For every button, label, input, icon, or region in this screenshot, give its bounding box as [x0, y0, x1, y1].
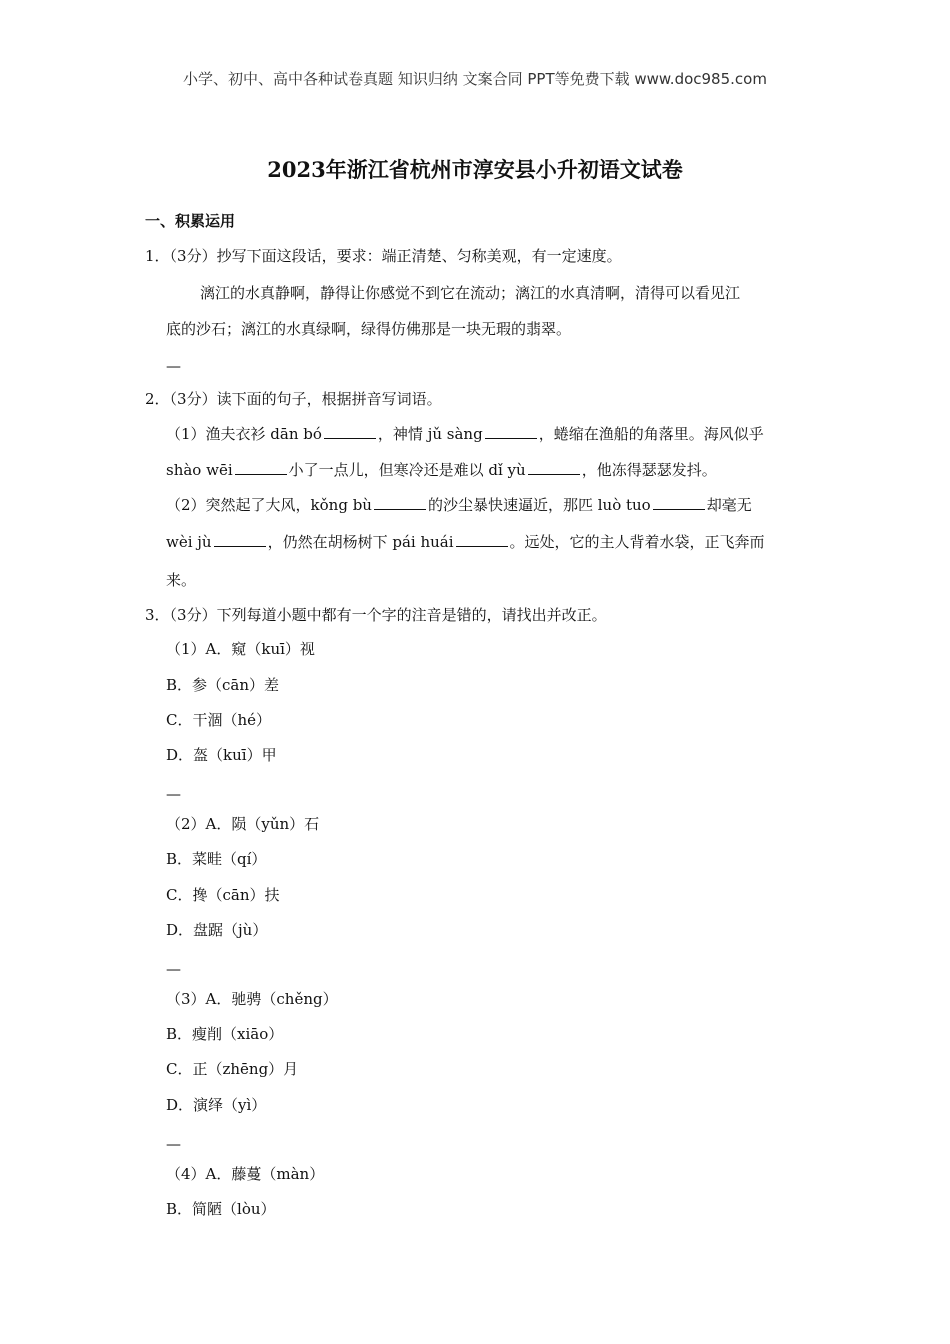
section-heading: 一、积累运用: [145, 212, 236, 230]
q2-s1-text-a: （1）渔夫衣衫 dān bó: [166, 425, 322, 443]
q2-s1-text-c: ，蜷缩在渔船的角落里。海风似乎: [538, 425, 764, 443]
q3-g2-option-c: C．搀（cān）扶: [166, 886, 280, 904]
page-header: 小学、初中、高中各种试卷真题 知识归纳 文案合同 PPT等免费下载 www.doc985.com: [183, 70, 767, 88]
q2-s2-text-c: 却毫无: [706, 496, 752, 514]
q1-passage-line2: 底的沙石；漓江的水真绿啊，绿得仿佛那是一块无瑕的翡翠。: [166, 320, 572, 338]
q3-g2-option-a: （2）A．陨（yǔn）石: [166, 815, 320, 833]
q2-s2-text-b: 的沙尘暴快速逼近，那匹 luò tuo: [427, 496, 651, 514]
q3-g3-option-c: C．正（zhēng）月: [166, 1060, 299, 1078]
q2-s1-text-d: shào wēi: [166, 461, 233, 479]
blank-danbo[interactable]: [324, 426, 376, 439]
blank-shaowei[interactable]: [235, 462, 287, 475]
q3-g3-option-b: B．瘦削（xiāo）: [166, 1025, 284, 1043]
q3-g2-option-b: B．菜畦（qí）: [166, 850, 267, 868]
q3-g3-answer-line[interactable]: —: [166, 1135, 181, 1153]
q2-s2-text-a: （2）突然起了大风，kǒng bù: [166, 496, 372, 514]
q1-passage-line1: 漓江的水真静啊，静得让你感觉不到它在流动；漓江的水真清啊，清得可以看见江: [200, 284, 741, 302]
q3-g2-answer-line[interactable]: —: [166, 960, 181, 978]
q3-g3-option-d: D．演绎（yì）: [166, 1096, 267, 1114]
blank-paihuai[interactable]: [456, 534, 508, 547]
q2-sentence2-line3: 来。: [166, 571, 197, 589]
q2-s1-text-f: ，他冻得瑟瑟发抖。: [581, 461, 717, 479]
q3-g4-option-b: B．简陋（lòu）: [166, 1200, 276, 1218]
q1-answer-line[interactable]: —: [166, 357, 181, 375]
q3-g1-option-d: D．盔（kuī）甲: [166, 746, 277, 764]
blank-diyu[interactable]: [528, 462, 580, 475]
q2-s2-text-e: ，仍然在胡杨树下 pái huái: [267, 533, 454, 551]
blank-kongbu[interactable]: [374, 497, 426, 510]
q3-g2-option-d: D．盘踞（jù）: [166, 921, 268, 939]
q2-s2-text-f: 。远处，它的主人背着水袋，正飞奔而: [509, 533, 765, 551]
q2-sentence2-line1: [166, 494, 752, 515]
q2-sentence2-line2: [166, 531, 765, 552]
q3-g4-option-a: （4）A．藤蔓（màn）: [166, 1165, 325, 1183]
blank-weiju[interactable]: [214, 534, 266, 547]
q3-g1-option-b: B．参（cān）差: [166, 676, 280, 694]
q2-stem: 2．（3分）读下面的句子，根据拼音写词语。: [145, 390, 442, 408]
q3-g1-option-a: （1）A．窥（kuī）视: [166, 640, 315, 658]
blank-luotuo[interactable]: [653, 497, 705, 510]
q2-sentence1-line2: [166, 459, 717, 480]
q3-stem: 3．（3分）下列每道小题中都有一个字的注音是错的，请找出并改正。: [145, 606, 607, 624]
q3-g1-option-c: C．干涸（hé）: [166, 711, 272, 729]
q1-stem: 1．（3分）抄写下面这段话，要求：端正清楚、匀称美观，有一定速度。: [145, 247, 622, 265]
q2-s1-text-e: 小了一点儿，但寒冷还是难以 dǐ yù: [288, 461, 526, 479]
q3-g3-option-a: （3）A．驰骋（chěng）: [166, 990, 338, 1008]
page-title: 2023年浙江省杭州市淳安县小升初语文试卷: [267, 157, 683, 182]
q2-sentence1-line1: [166, 423, 764, 444]
blank-jusang[interactable]: [485, 426, 537, 439]
q2-s1-text-b: ，神情 jǔ sàng: [377, 425, 483, 443]
q3-g1-answer-line[interactable]: —: [166, 785, 181, 803]
q2-s2-text-d: wèi jù: [166, 533, 212, 551]
